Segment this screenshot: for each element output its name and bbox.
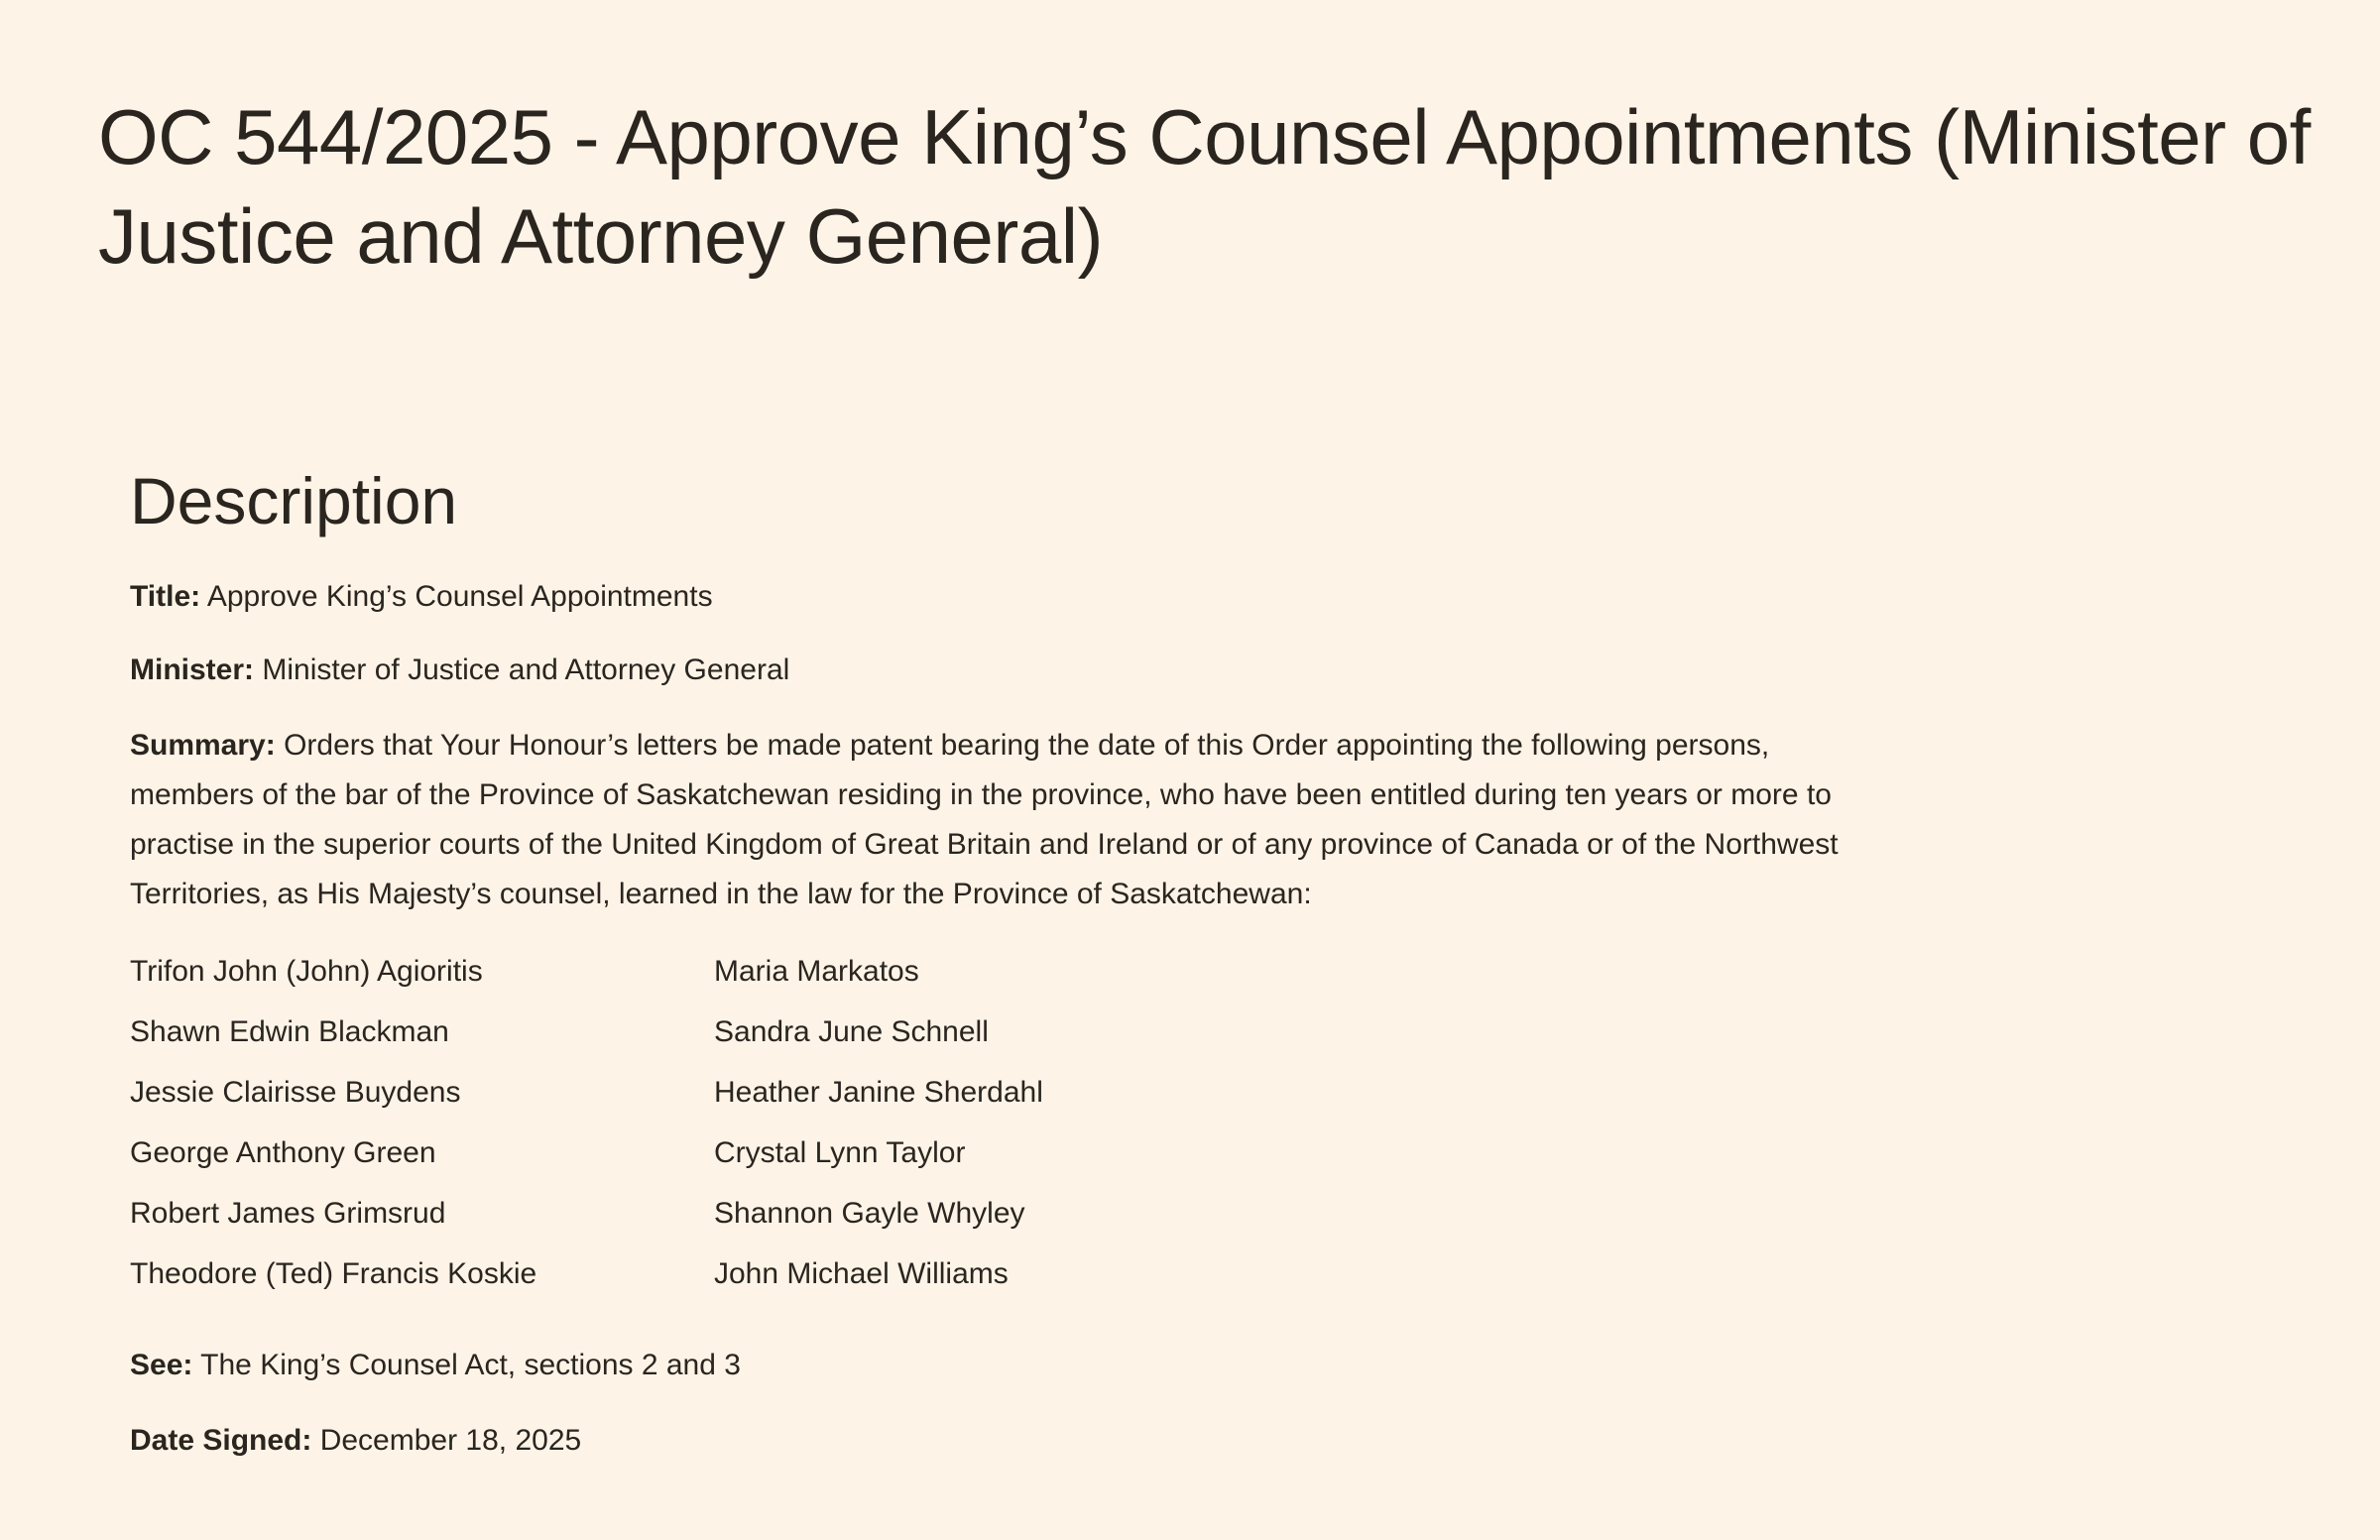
summary-field <box>130 721 1875 919</box>
appointee-names-list <box>130 947 1875 1310</box>
appointee-name: Crystal Lynn Taylor <box>714 1136 966 1169</box>
appointee-name: Trifon John (John) Agioritis <box>130 955 483 988</box>
appointee-name: Jessie Clairisse Buydens <box>130 1076 461 1109</box>
appointee-name: Sandra June Schnell <box>714 1015 989 1048</box>
title-field <box>130 572 1875 622</box>
minister-value: Minister of Justice and Attorney General <box>262 653 790 686</box>
appointee-name: Shawn Edwin Blackman <box>130 1015 449 1048</box>
date-signed-field <box>130 1416 1875 1466</box>
description-heading: Description <box>130 464 458 537</box>
appointee-name: Heather Janine Sherdahl <box>714 1076 1043 1109</box>
date-signed-value: December 18, 2025 <box>319 1424 582 1457</box>
appointee-name: Robert James Grimsrud <box>130 1197 446 1230</box>
appointee-name: George Anthony Green <box>130 1136 436 1169</box>
appointee-name: Maria Markatos <box>714 955 919 988</box>
date-signed-label: Date Signed: <box>130 1424 312 1457</box>
minister-field <box>130 646 1875 695</box>
appointee-name: Shannon Gayle Whyley <box>714 1197 1025 1230</box>
appointee-name: John Michael Williams <box>714 1257 1009 1290</box>
see-field <box>130 1341 1875 1390</box>
description-section <box>130 451 1875 1466</box>
see-label: See: <box>130 1349 193 1381</box>
summary-label: Summary: <box>130 729 276 762</box>
page-title: OC 544/2025 - Approve King’s Counsel Appointments (Minister of Justice and Attorney General) <box>98 93 2311 280</box>
minister-label: Minister: <box>130 653 255 686</box>
summary-value: Orders that Your Honour’s letters be made patent bearing the date of this Order appointing the following persons, members of the bar of the Province of Saskatchewan residing in the province, who have been entitled during ten years or more to practise in the superior courts of the United Kingdom of Great Britain and Ireland or of any province of Canada or of the Northwest Territories, as His Majesty’s counsel, learned in the law for the Province of Saskatchewan: <box>130 729 1839 910</box>
appointee-name: Theodore (Ted) Francis Koskie <box>130 1257 537 1290</box>
title-value: Approve King’s Counsel Appointments <box>206 580 713 613</box>
see-value: The King’s Counsel Act, sections 2 and 3 <box>200 1349 741 1381</box>
title-label: Title: <box>130 580 201 613</box>
